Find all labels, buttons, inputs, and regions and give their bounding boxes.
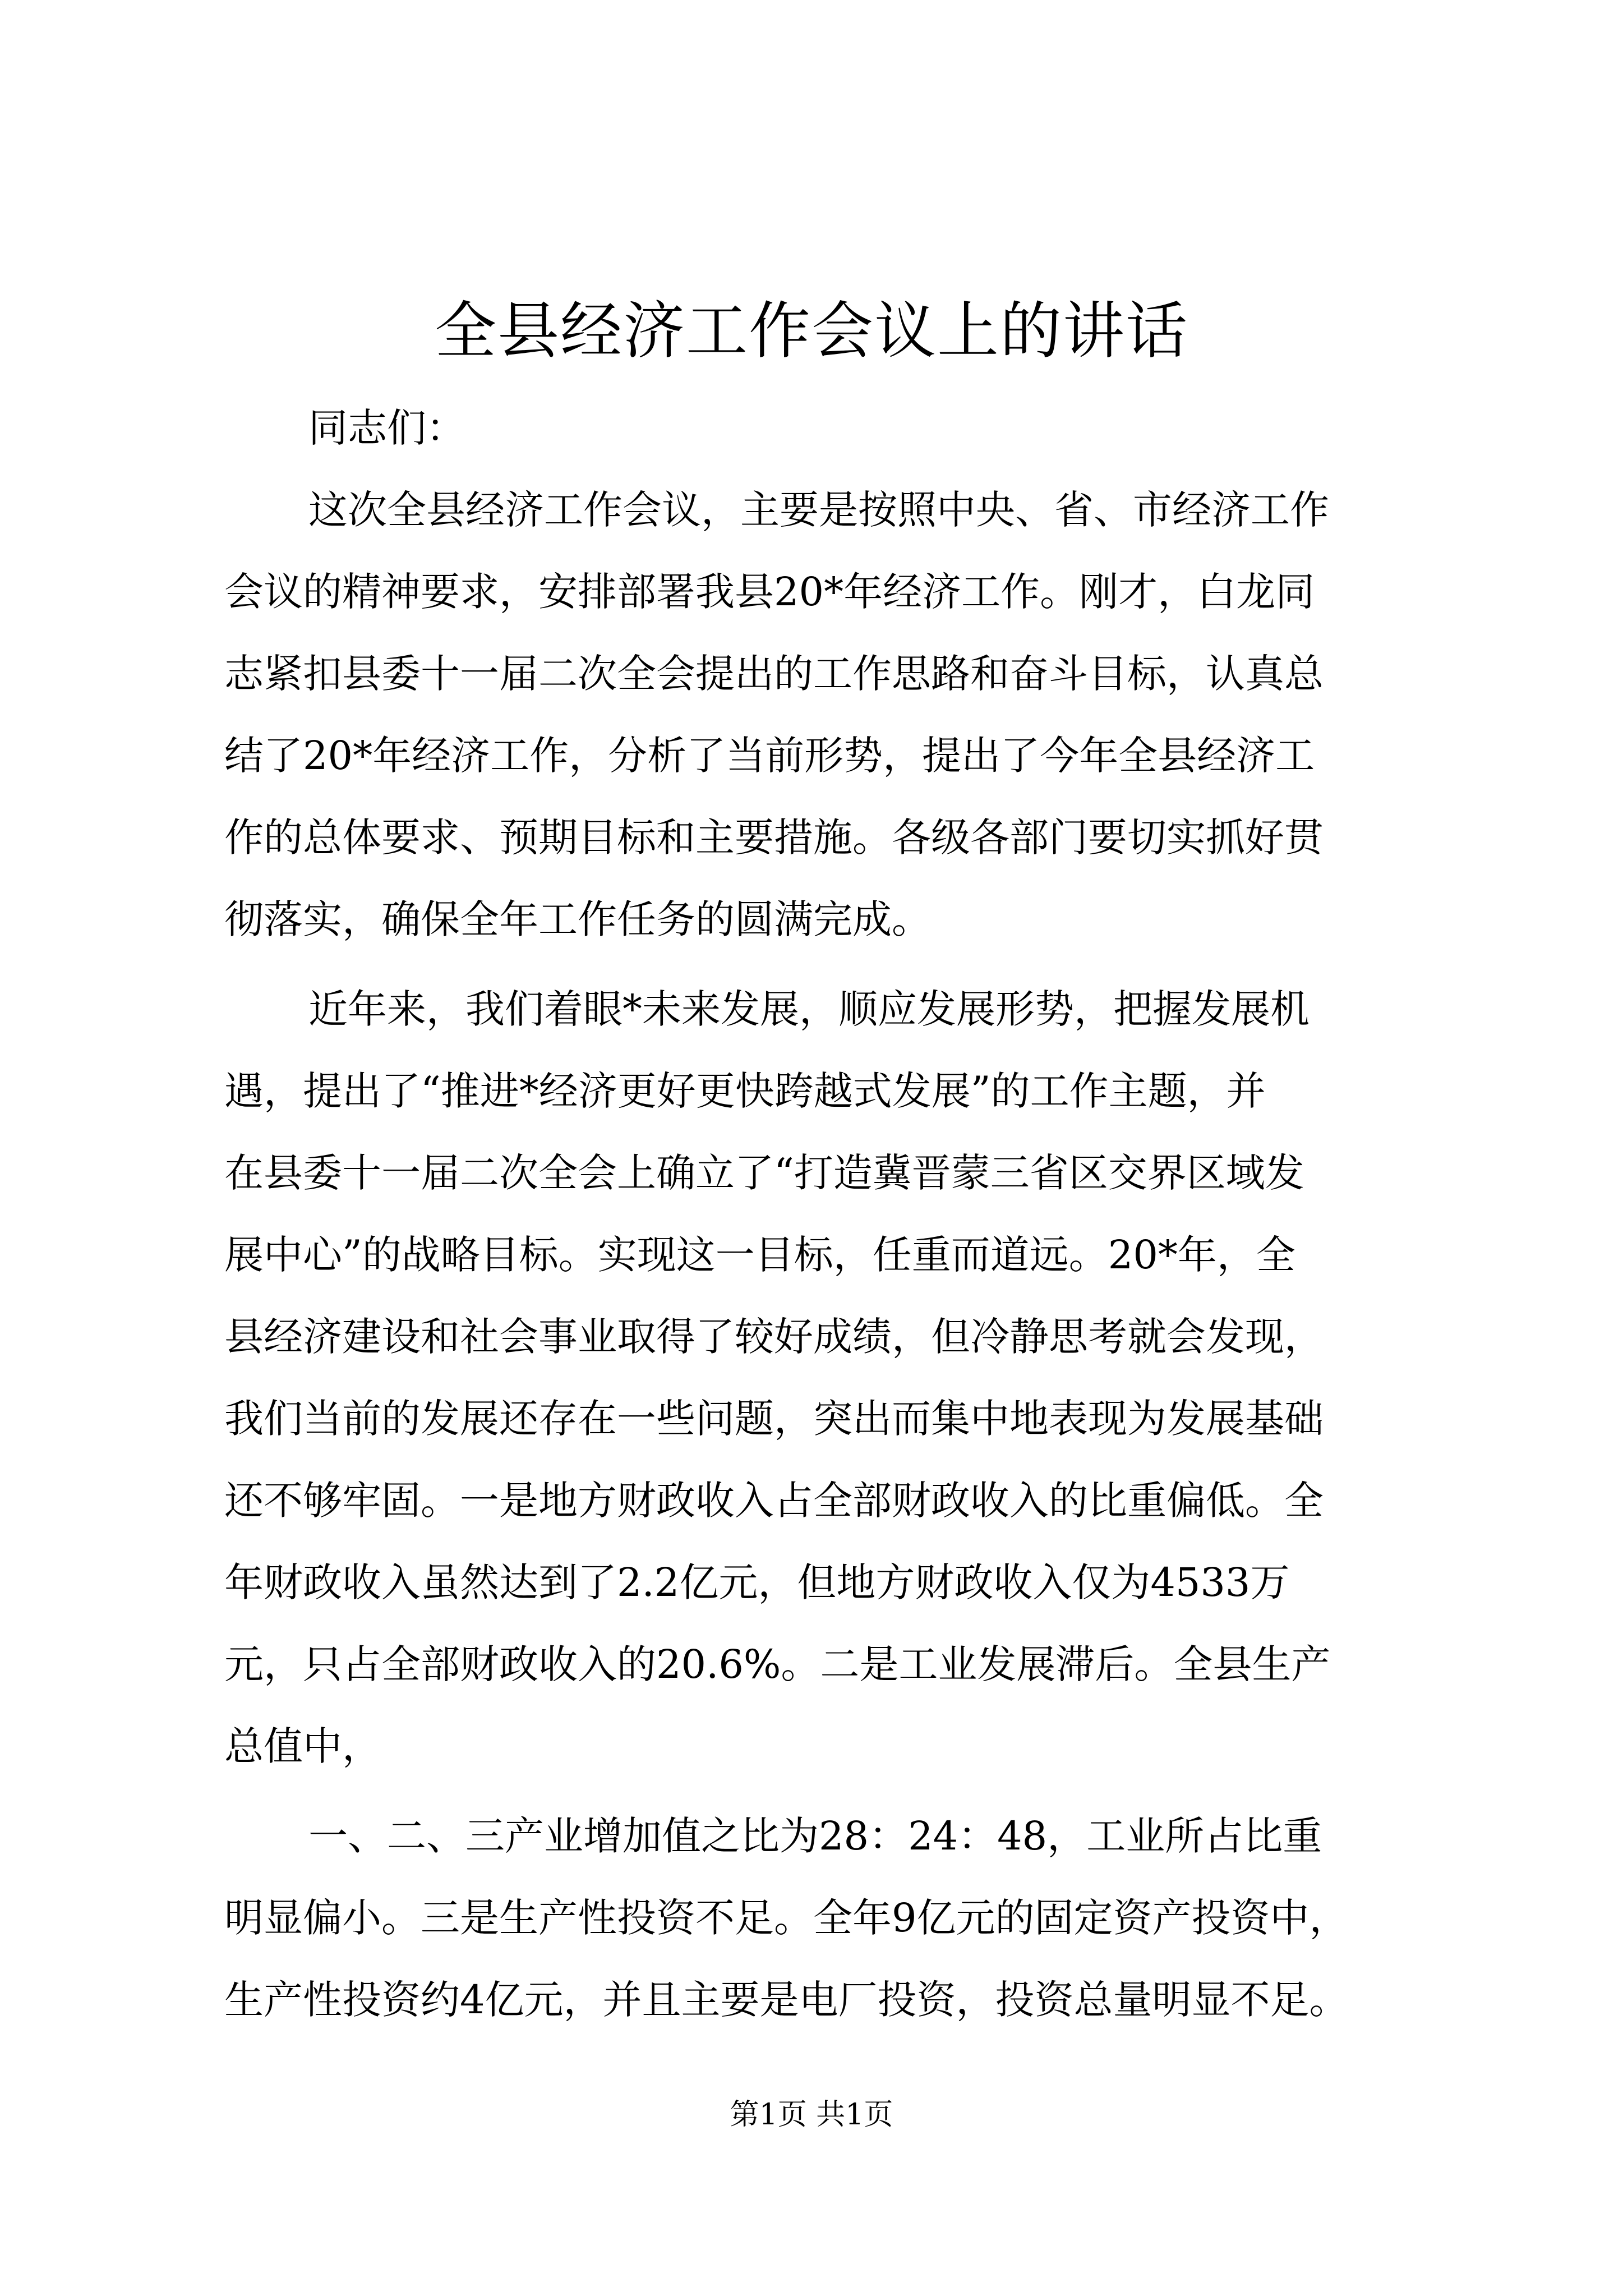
paragraph-1-line: 彻落实，确保全年工作任务的圆满完成。 [224,896,931,942]
paragraph-2-line: 遇，提出了“推进*经济更好更快跨越式发展”的工作主题，并 [224,1068,1266,1114]
paragraph-2-line: 我们当前的发展还存在一些问题，突出而集中地表现为发展基础 [224,1396,1324,1442]
paragraph-1-line: 这次全县经济工作会议，主要是按照中央、省、市经济工作 [308,487,1329,533]
paragraph-1-line: 会议的精神要求，安排部署我县20*年经济工作。刚才，白龙同 [224,569,1315,615]
salutation: 同志们： [308,405,465,451]
paragraph-3-line: 明显偏小。三是生产性投资不足。全年9亿元的固定资产投资中， [224,1895,1349,1941]
paragraph-3-line: 生产性投资约4亿元，并且主要是电厂投资，投资总量明显不足。 [224,1977,1349,2023]
paragraph-3-line: 一、二、三产业增加值之比为28：24：48，工业所占比重 [308,1813,1322,1859]
paragraph-2-line: 总值中， [224,1723,381,1769]
document-title: 全县经济工作会议上的讲话 [435,295,1188,367]
paragraph-2-line: 在县委十一届二次全会上确立了“打造冀晋蒙三省区交界区域发 [224,1150,1304,1196]
paragraph-2-line: 展中心”的战略目标。实现这一目标，任重而道远。20*年，全 [224,1232,1295,1278]
paragraph-2-line: 近年来，我们着眼*未来发展，顺应发展形势，把握发展机 [308,986,1310,1032]
paragraph-2-line: 还不够牢固。一是地方财政收入占全部财政收入的比重偏低。全 [224,1478,1324,1524]
paragraph-1-line: 志紧扣县委十一届二次全会提出的工作思路和奋斗目标，认真总 [224,651,1324,697]
paragraph-2-line: 年财政收入虽然达到了2.2亿元，但地方财政收入仅为4533万 [224,1559,1290,1605]
paragraph-1-line: 作的总体要求、预期目标和主要措施。各级各部门要切实抓好贯 [224,815,1324,861]
paragraph-2-line: 县经济建设和社会事业取得了较好成绩，但冷静思考就会发现， [224,1314,1324,1360]
page-footer: 第1页 共1页 [730,2098,893,2132]
document-body [224,387,1419,2041]
paragraph-1-line: 结了20*年经济工作，分析了当前形势，提出了今年全县经济工 [224,733,1315,779]
paragraph-2-line: 元，只占全部财政收入的20.6%。二是工业发展滞后。全县生产 [224,1641,1331,1687]
